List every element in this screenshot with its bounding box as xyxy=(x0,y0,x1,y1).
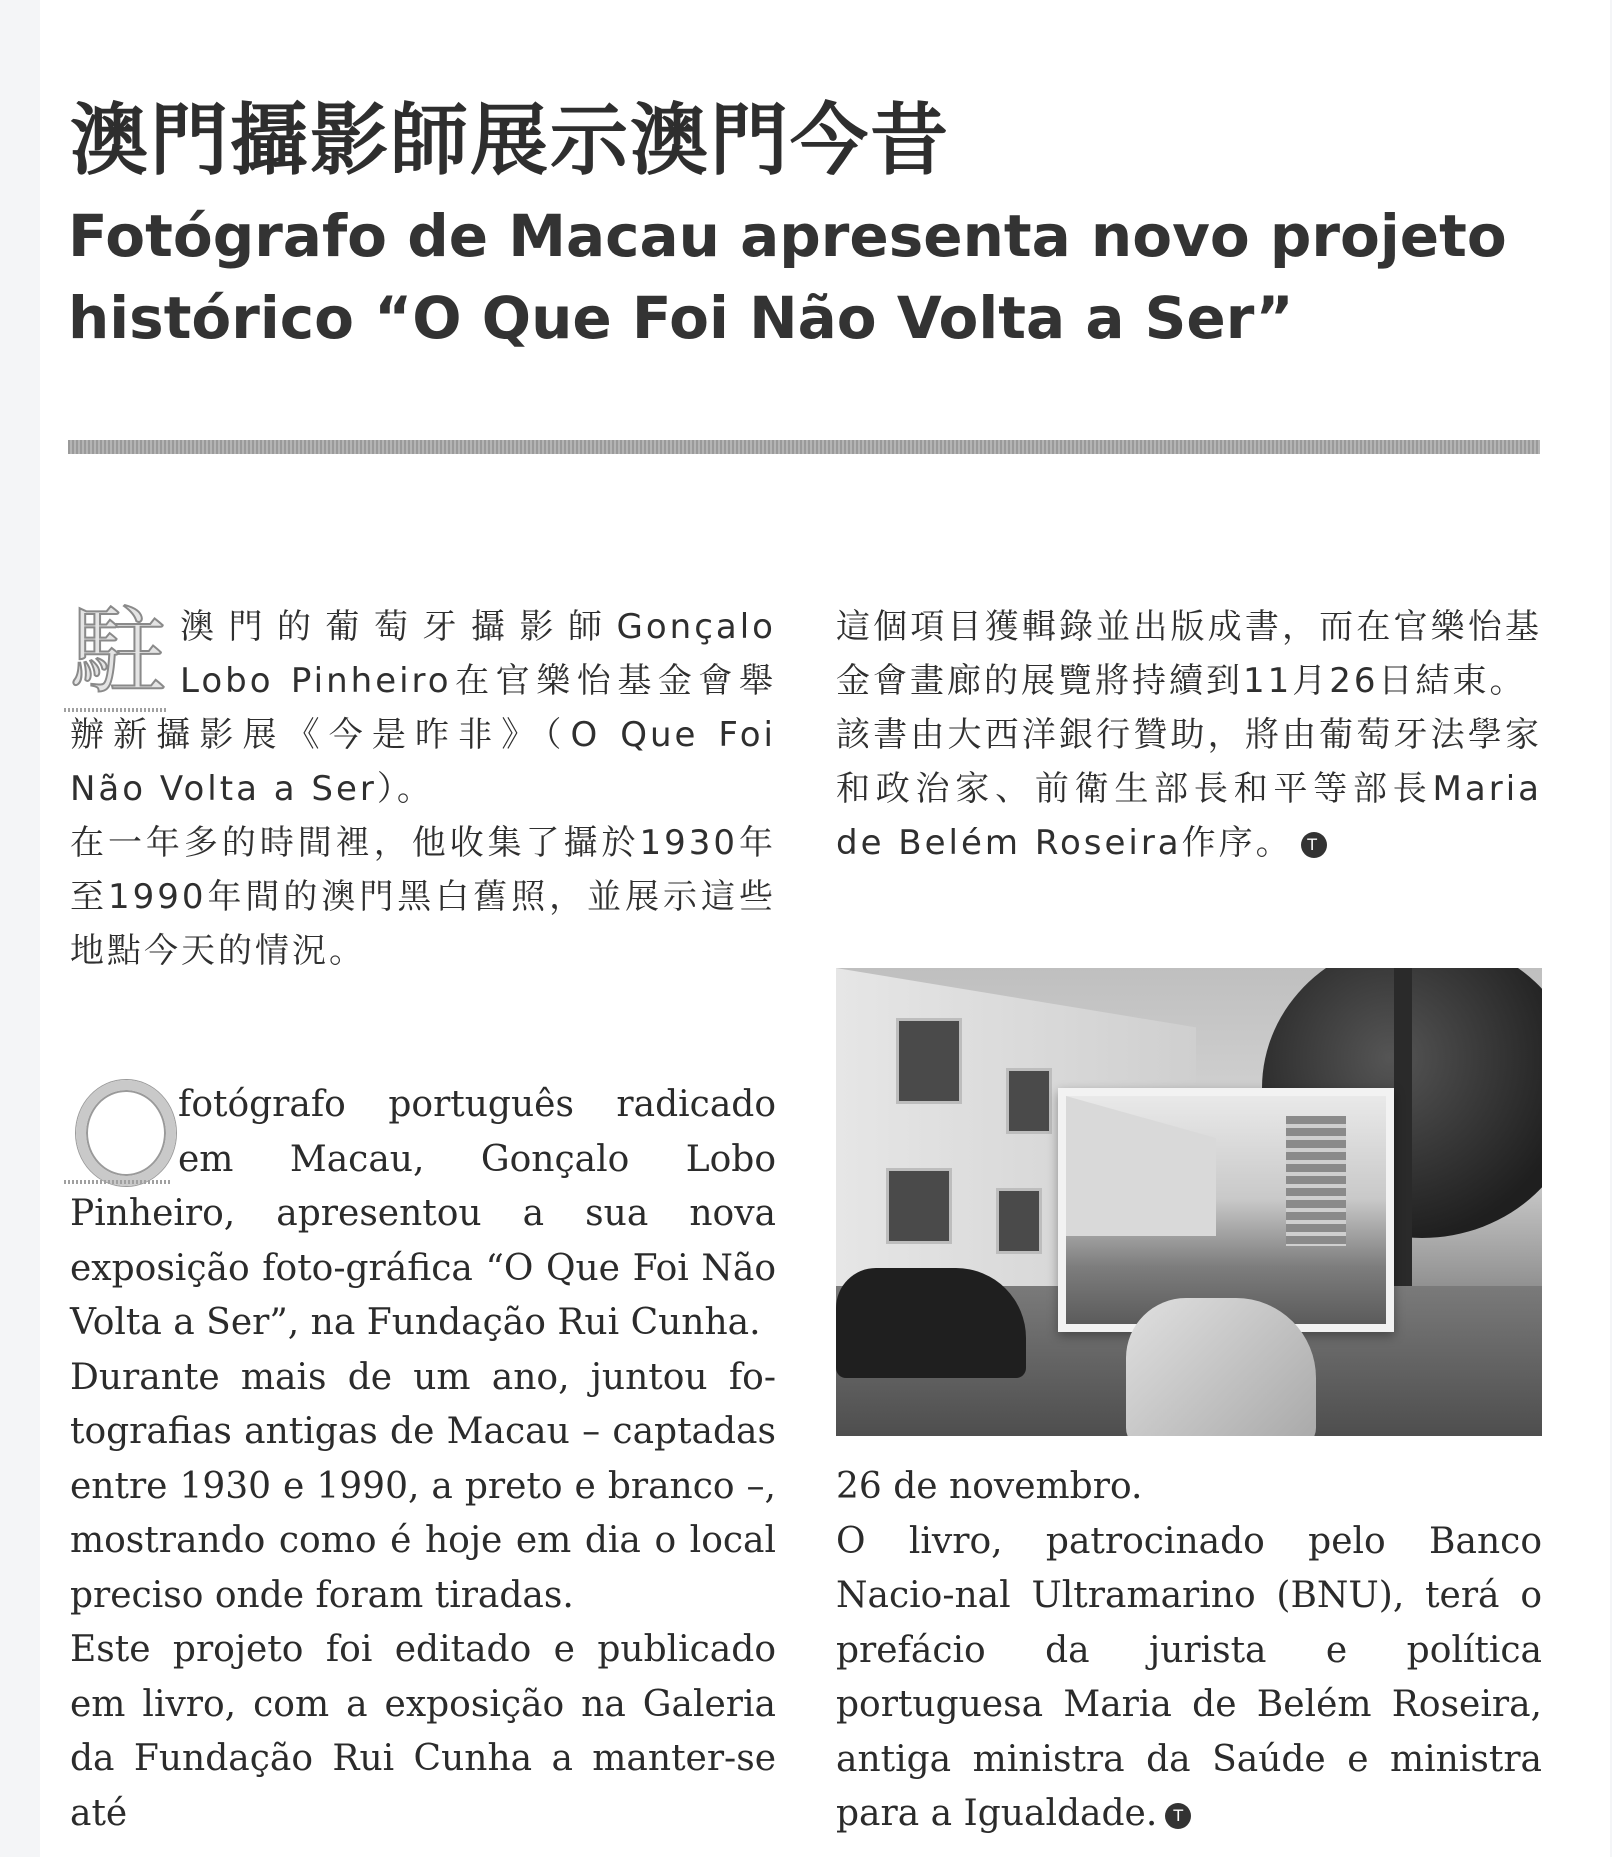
article-photo xyxy=(836,968,1542,1436)
portuguese-paragraph: 26 de novembro. xyxy=(836,1466,1143,1507)
end-mark-icon: T xyxy=(1301,832,1327,858)
photo-window xyxy=(1006,1068,1052,1134)
drop-cap-underline xyxy=(64,1180,172,1184)
drop-cap-underline xyxy=(64,708,168,712)
chinese-drop-cap: 駐 xyxy=(70,596,170,708)
headline-chinese: 澳門攝影師展示澳門今昔 xyxy=(70,95,951,186)
portuguese-paragraph: Este projeto foi editado e publicado em livro, com a exposição na Galeria da Fundação Rui Cunha a manter-se até xyxy=(70,1629,776,1834)
portuguese-paragraph: O livro, patrocinado pelo Banco Nacio-nal Ultramarino (BNU), terá o prefácio da jurista e política portuguesa Maria de Belém Roseira, antiga ministra da Saúde e ministra para a Igualdade. T xyxy=(836,1520,1542,1834)
photo-window xyxy=(896,1018,962,1104)
print-building xyxy=(1066,1096,1216,1236)
portuguese-paragraph: fotógrafo português radicado em Macau, Gonçalo Lobo Pinheiro, apresentou a sua nova exposição foto-gráfica “O Que Foi Não Volta a Ser”, na Fundação Rui Cunha. xyxy=(70,1084,776,1343)
portuguese-paragraph: Durante mais de um ano, juntou fo-tografias antigas de Macau – captadas entre 1930 e 1990, a preto e branco –, mostrando como é hoje em dia o local preciso onde foram tiradas. xyxy=(70,1356,776,1616)
print-tower xyxy=(1286,1116,1346,1246)
chinese-column-right xyxy=(836,600,1542,870)
chinese-paragraph: 澳門的葡萄牙攝影師Gonçalo Lobo Pinheiro在官樂怡基金會舉辦新攝影展《今是昨非》（O Que Foi Não Volta a Ser）。 xyxy=(70,607,776,809)
chinese-column-left xyxy=(70,596,776,978)
chinese-paragraph: 在一年多的時間裡，他收集了攝於1930年至1990年間的澳門黑白舊照，並展示這些地點今天的情況。 xyxy=(70,823,776,971)
photo-window xyxy=(996,1188,1042,1254)
headline-divider xyxy=(68,440,1540,454)
chinese-paragraph: 該書由大西洋銀行贊助，將由葡萄牙法學家和政治家、前衛生部長和平等部長Maria de Belém Roseira作序。 T xyxy=(836,715,1542,863)
portuguese-drop-cap xyxy=(70,1078,170,1178)
portuguese-column-left xyxy=(70,1078,776,1841)
photo-car xyxy=(836,1268,1026,1378)
end-mark-icon: T xyxy=(1165,1803,1191,1829)
photo-window xyxy=(886,1168,952,1244)
chinese-paragraph: 這個項目獲輯錄並出版成書，而在官樂怡基金會畫廊的展覽將持續到11月26日結束。 xyxy=(836,607,1542,701)
portuguese-column-right xyxy=(836,1460,1542,1842)
headline-portuguese: Fotógrafo de Macau apresenta novo projeto histórico “O Que Foi Não Volta a Ser” xyxy=(68,202,1507,352)
drop-cap-o-icon xyxy=(76,1080,176,1186)
photo-hand xyxy=(1126,1298,1316,1436)
photo-held-print xyxy=(1058,1088,1394,1332)
